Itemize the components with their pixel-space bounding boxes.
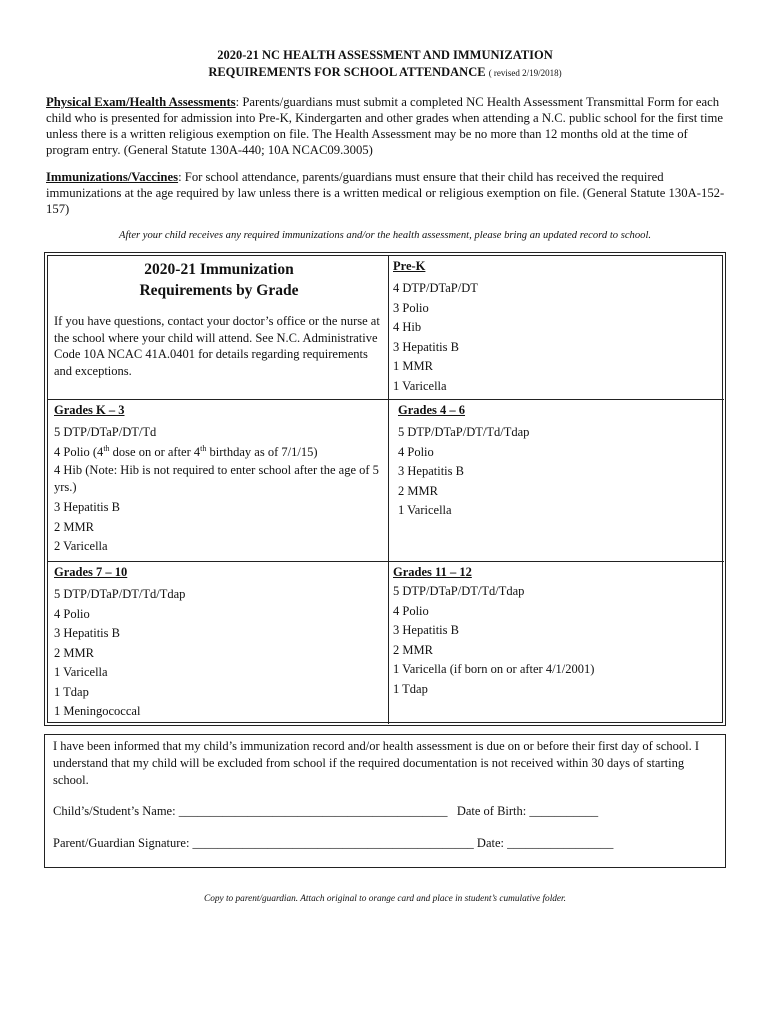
grades-k-3-cell xyxy=(54,401,384,557)
grades-11-12-cell xyxy=(393,563,721,699)
requirements-table-inner xyxy=(47,255,723,723)
title-line-1: 2020-21 NC HEALTH ASSESSMENT AND IMMUNIZATION xyxy=(217,48,553,62)
physical-exam-heading: Physical Exam/Health Assessments xyxy=(46,95,236,109)
prek-item: 4 DTP/DTaP/DT xyxy=(393,281,478,295)
grades-7-10-cell xyxy=(54,563,384,722)
revised-date: ( revised 2/19/2018) xyxy=(488,68,562,78)
physical-exam-paragraph xyxy=(46,94,726,158)
grades-7-10-item: 1 Meningococcal xyxy=(54,704,141,718)
requirements-title-line-1: 2020-21 Immunization xyxy=(144,261,294,278)
immunizations-heading: Immunizations/Vaccines xyxy=(46,170,179,184)
prek-cell xyxy=(393,257,721,396)
date-of-birth-field[interactable]: Date of Birth: ___________ xyxy=(456,804,599,818)
signature-row xyxy=(53,835,613,852)
grades-11-12-item: 4 Polio xyxy=(393,603,429,618)
requirements-title-line-2: Requirements by Grade xyxy=(139,282,299,299)
grades-7-10-item: 4 Polio xyxy=(54,606,90,621)
grades-7-10-heading: Grades 7 – 10 xyxy=(54,565,128,579)
updated-record-note: After your child receives any required immunizations and/or the health assessment, please bring an updated record to school. xyxy=(118,230,652,241)
grades-11-12-item: 2 MMR xyxy=(393,642,433,657)
acknowledgement-box xyxy=(44,734,726,868)
prek-item: 1 MMR xyxy=(393,359,433,373)
grades-k-3-hib: 4 Hib (Note: Hib is not required to enter school after the age of 5 yrs.) xyxy=(54,463,379,494)
grades-4-6-item: 3 Hepatitis B xyxy=(398,464,464,478)
guardian-signature-field[interactable]: Parent/Guardian Signature: _____________________________________________ xyxy=(53,836,474,850)
immunizations-paragraph xyxy=(46,169,726,217)
grades-4-6-item: 2 MMR xyxy=(398,483,438,498)
grades-k-3-item: 3 Hepatitis B xyxy=(54,500,120,514)
prek-item: 3 Hepatitis B xyxy=(393,339,459,354)
acknowledgement-text: I have been informed that my child’s immunization record and/or health assessment is due on or before their first day of school. I understand that my child will be excluded from school if the required documentation is not received within 30 days of starting school. xyxy=(53,739,699,787)
grades-7-10-item: 2 MMR xyxy=(54,645,94,660)
requirements-table xyxy=(44,252,726,726)
grades-4-6-heading: Grades 4 – 6 xyxy=(398,403,466,417)
grades-4-6-item: 1 Varicella xyxy=(398,503,452,517)
grades-7-10-item: 1 Tdap xyxy=(54,684,89,699)
footer-instruction: Copy to parent/guardian. Attach original to orange card and place in student’s cumulative folder. xyxy=(204,894,566,904)
title-line-2-text: REQUIREMENTS FOR SCHOOL ATTENDANCE xyxy=(208,65,486,79)
requirements-title xyxy=(54,259,384,301)
grades-7-10-item: 1 Varicella xyxy=(54,665,108,679)
column-divider xyxy=(388,256,389,724)
grades-11-12-item: 3 Hepatitis B xyxy=(393,623,459,637)
grades-k-3-heading: Grades K – 3 xyxy=(54,403,125,417)
page-title xyxy=(0,47,770,82)
requirements-note: If you have questions, contact your doctor’s office or the nurse at the school where your child will attend. See N.C. Administrative Code 10A NCAC 41A.0401 for details regarding requirements and exceptions. xyxy=(54,314,380,378)
grades-11-12-item: 1 Varicella (if born on or after 4/1/2001) xyxy=(393,662,595,676)
prek-heading: Pre-K xyxy=(393,259,426,273)
polio-sup-2: th xyxy=(200,443,207,453)
grades-4-6-item: 4 Polio xyxy=(398,444,434,459)
grades-7-10-item: 5 DTP/DTaP/DT/Td/Tdap xyxy=(54,587,186,601)
grades-11-12-item: 1 Tdap xyxy=(393,681,428,696)
grades-4-6-cell xyxy=(398,401,720,521)
grades-4-6-item: 5 DTP/DTaP/DT/Td/Tdap xyxy=(398,425,530,439)
grades-k-3-item: 2 Varicella xyxy=(54,539,108,553)
row-divider-1 xyxy=(48,399,724,400)
polio-text-b: dose on or after 4 xyxy=(109,444,201,459)
prek-item: 1 Varicella xyxy=(393,378,447,393)
student-name-field[interactable]: Child’s/Student’s Name: ___________________________________________ xyxy=(53,804,448,818)
physical-exam-text: : Parents/guardians must submit a completed NC Health Assessment Transmittal Form for each child who is presented for admission into Pre-K, Kindergarten and other grades when attending a N.C. public school for the first time unless there is a written religious exemption on file. The Health Assessment may be no more than 12 months old at the time of program entry. (General Statute 130A-440; 10A NCAC09.3005) xyxy=(46,95,723,157)
grades-k-3-item: 5 DTP/DTaP/DT/Td xyxy=(54,425,157,439)
polio-sup-1: th xyxy=(103,443,110,453)
row-divider-2 xyxy=(48,561,724,562)
title-line-2 xyxy=(0,64,770,82)
signature-date-field[interactable]: Date: _________________ xyxy=(476,836,614,850)
grades-k-3-item: 2 MMR xyxy=(54,519,94,534)
student-name-row xyxy=(53,803,598,820)
prek-item: 4 Hib xyxy=(393,320,422,334)
immunizations-text: : For school attendance, parents/guardians must ensure that their child has received the required immunizations at the age required by law unless there is a written medical or religious exemption on file. (General Statute 130A-152-157) xyxy=(46,170,725,216)
grades-11-12-heading: Grades 11 – 12 xyxy=(393,565,472,579)
requirements-title-cell xyxy=(54,259,384,379)
prek-item: 3 Polio xyxy=(393,300,429,315)
grades-7-10-item: 3 Hepatitis B xyxy=(54,626,120,640)
grades-k-3-polio xyxy=(54,443,384,463)
grades-11-12-item: 5 DTP/DTaP/DT/Td/Tdap xyxy=(393,584,525,598)
polio-text-a: 4 Polio (4 xyxy=(54,444,104,459)
polio-text-c: birthday as of 7/1/15) xyxy=(206,444,318,459)
